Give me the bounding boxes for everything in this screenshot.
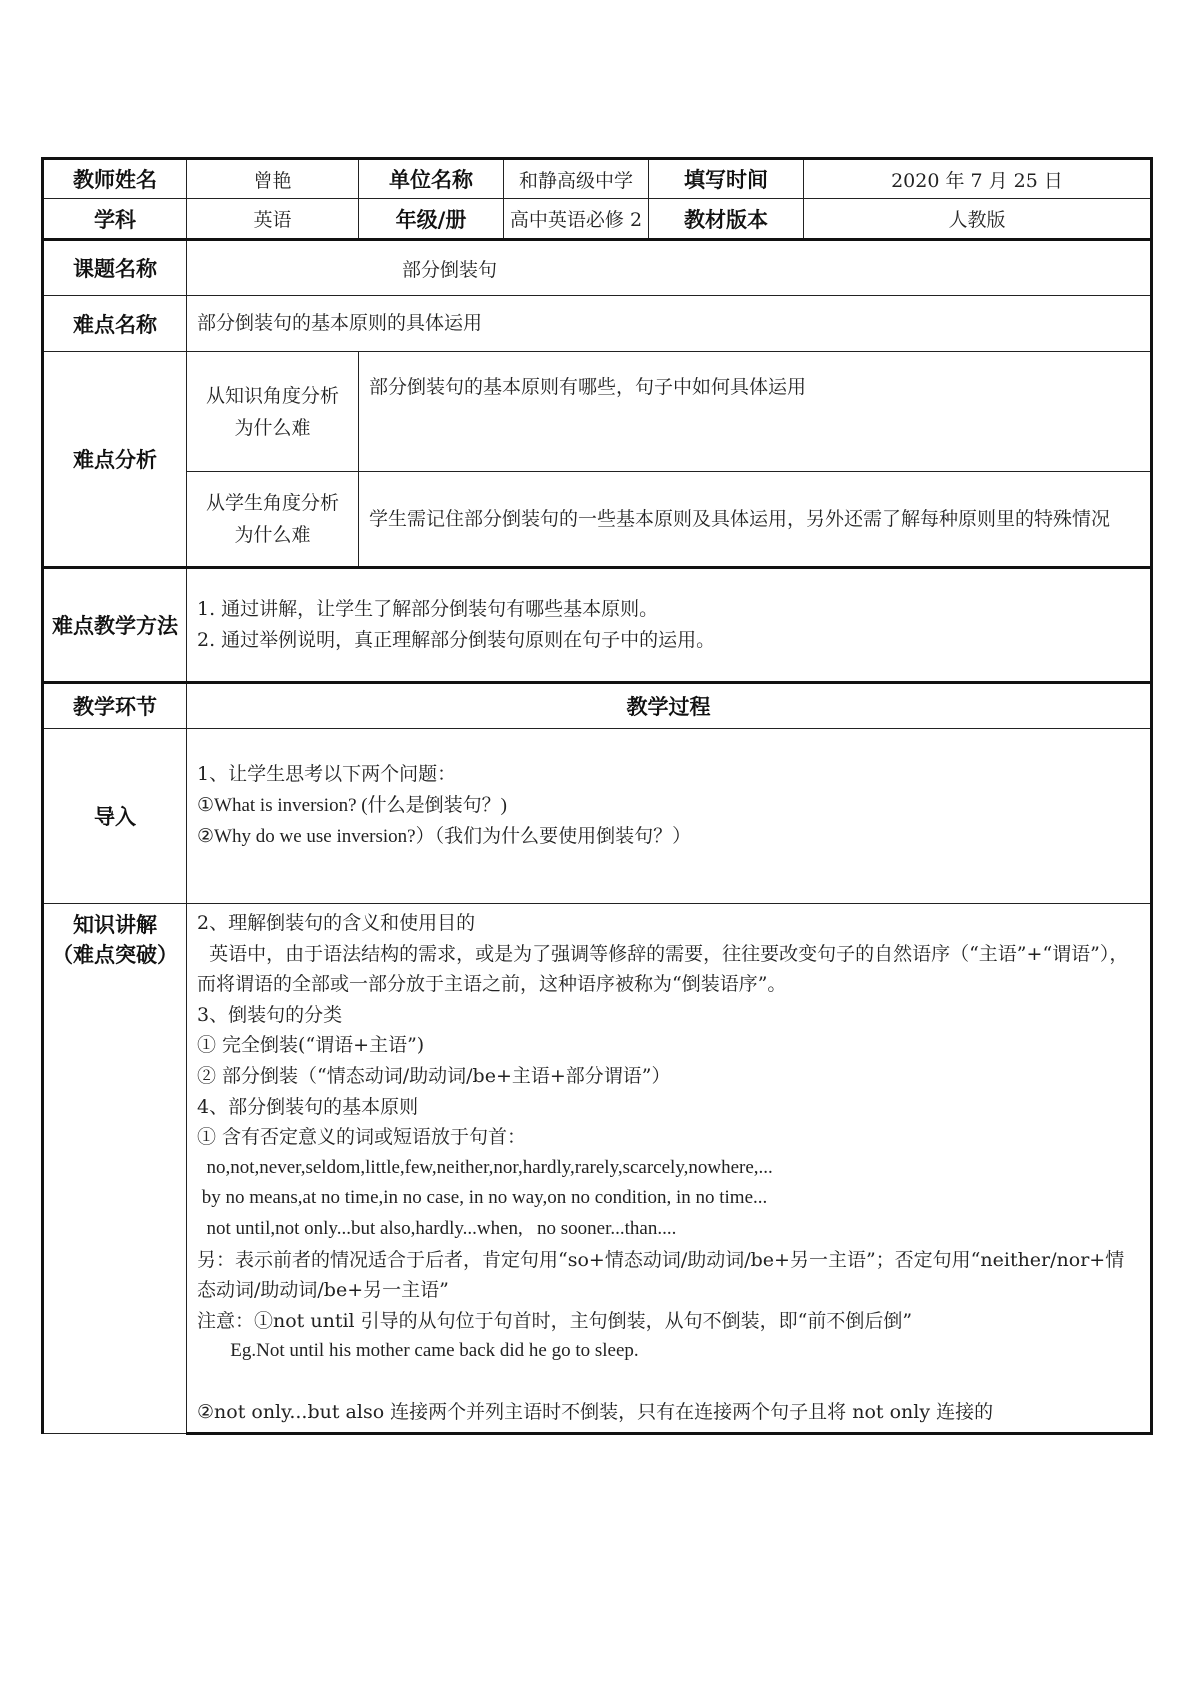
student-angle-text: 学生需记住部分倒装句的一些基本原则及具体运用，另外还需了解每种原则里的特殊情况 <box>359 472 1152 568</box>
analysis-row-student <box>43 472 1152 568</box>
difficulty-label: 难点名称 <box>43 296 187 352</box>
knowledge-line-2: 英语中，由于语法结构的需求，或是为了强调等修辞的需要，往往要改变句子的自然语序（“主语”+“谓语”），而将谓语的全部或一部分放于主语之前，这种语序被称为“倒装语序”。 <box>197 942 1129 996</box>
header-row-2 <box>43 199 1152 240</box>
topic-value: 部分倒装句 <box>187 240 1152 296</box>
knowledge-text <box>187 904 1152 1434</box>
knowledge-line-6: 4、部分倒装句的基本原则 <box>197 1095 419 1118</box>
knowledge-line-14 <box>197 1367 1140 1397</box>
edition-value: 人教版 <box>804 199 1152 240</box>
knowledge-line-7: ① 含有否定意义的词或短语放于句首： <box>197 1126 527 1149</box>
date-value: 2020 年 7 月 25 日 <box>804 159 1152 199</box>
intro-label: 导入 <box>43 729 187 904</box>
analysis-row-knowledge <box>43 352 1152 472</box>
knowledge-label-line-1: 知识讲解 <box>73 913 157 937</box>
edition-label: 教材版本 <box>649 199 804 240</box>
difficulty-row <box>43 296 1152 352</box>
teacher-name: 曾艳 <box>187 159 359 199</box>
student-angle-label <box>187 472 359 568</box>
knowledge-angle-label-line-2: 为什么难 <box>234 416 311 439</box>
topic-label: 课题名称 <box>43 240 187 296</box>
intro-text <box>187 729 1152 904</box>
analysis-label: 难点分析 <box>43 352 187 568</box>
knowledge-angle-label <box>187 352 359 472</box>
knowledge-line-3: 3、倒装句的分类 <box>197 1003 343 1026</box>
knowledge-line-12: 注意：①not until 引导的从句位于句首时，主句倒装，从句不倒装，即“前不倒后倒” <box>197 1309 913 1332</box>
subject-value: 英语 <box>187 199 359 240</box>
method-line-2: 2. 通过举例说明，真正理解部分倒装句原则在句子中的运用。 <box>197 629 716 651</box>
knowledge-line-15: ②not only...but also 连接两个并列主语时不倒装，只有在连接两个句子且将 not only 连接的 <box>197 1400 994 1423</box>
date-label: 填写时间 <box>649 159 804 199</box>
process-label: 教学过程 <box>187 683 1152 729</box>
knowledge-line-8: no,not,never,seldom,little,few,neither,nor,hardly,rarely,scarcely,nowhere,... <box>197 1156 773 1178</box>
knowledge-line-13: Eg.Not until his mother came back did he go to sleep. <box>197 1340 639 1362</box>
knowledge-line-5: ② 部分倒装（“情态动词/助动词/be+主语+部分谓语”） <box>197 1064 671 1087</box>
method-row <box>43 568 1152 683</box>
knowledge-label-line-2: （难点突破） <box>52 943 178 967</box>
lesson-plan-table <box>41 157 1153 1435</box>
teacher-label: 教师姓名 <box>43 159 187 199</box>
knowledge-line-4: ① 完全倒装(“谓语+主语”) <box>197 1034 425 1057</box>
difficulty-value: 部分倒装句的基本原则的具体运用 <box>187 296 1152 352</box>
stage-label: 教学环节 <box>43 683 187 729</box>
knowledge-line-10: not until,not only...but also,hardly...when, no sooner...than.... <box>197 1217 677 1239</box>
intro-line-3: ②Why do we use inversion?）（我们为什么要使用倒装句？） <box>197 826 692 847</box>
subject-label: 学科 <box>43 199 187 240</box>
grade-value: 高中英语必修 2 <box>504 199 649 240</box>
student-angle-label-line-2: 为什么难 <box>234 524 311 546</box>
topic-row <box>43 240 1152 296</box>
knowledge-line-9: by no means,at no time,in no case, in no way,on no condition, in no time... <box>197 1187 768 1209</box>
knowledge-line-11: 另：表示前者的情况适合于后者，肯定句用“so+情态动词/助动词/be+另一主语”；否定句用“neither/nor+情态动词/助动词/be+另一主语” <box>197 1248 1125 1302</box>
header-row-1 <box>43 159 1152 199</box>
method-text <box>187 568 1152 683</box>
knowledge-row <box>43 904 1152 1434</box>
intro-line-2: ①What is inversion? (什么是倒装句？) <box>197 795 507 816</box>
method-label: 难点教学方法 <box>43 568 187 683</box>
knowledge-angle-label-line-1: 从知识角度分析 <box>205 384 339 407</box>
knowledge-angle-text: 部分倒装句的基本原则有哪些，句子中如何具体运用 <box>359 352 1152 472</box>
process-header-row <box>43 683 1152 729</box>
unit-name: 和静高级中学 <box>504 159 649 199</box>
unit-label: 单位名称 <box>359 159 504 199</box>
intro-row <box>43 729 1152 904</box>
intro-line-1: 1、让学生思考以下两个问题： <box>197 763 457 785</box>
student-angle-label-line-1: 从学生角度分析 <box>205 492 339 514</box>
knowledge-label <box>43 904 187 1434</box>
knowledge-line-1: 2、理解倒装句的含义和使用目的 <box>197 912 476 934</box>
method-line-1: 1. 通过讲解，让学生了解部分倒装句有哪些基本原则。 <box>197 598 659 620</box>
grade-label: 年级/册 <box>359 199 504 240</box>
